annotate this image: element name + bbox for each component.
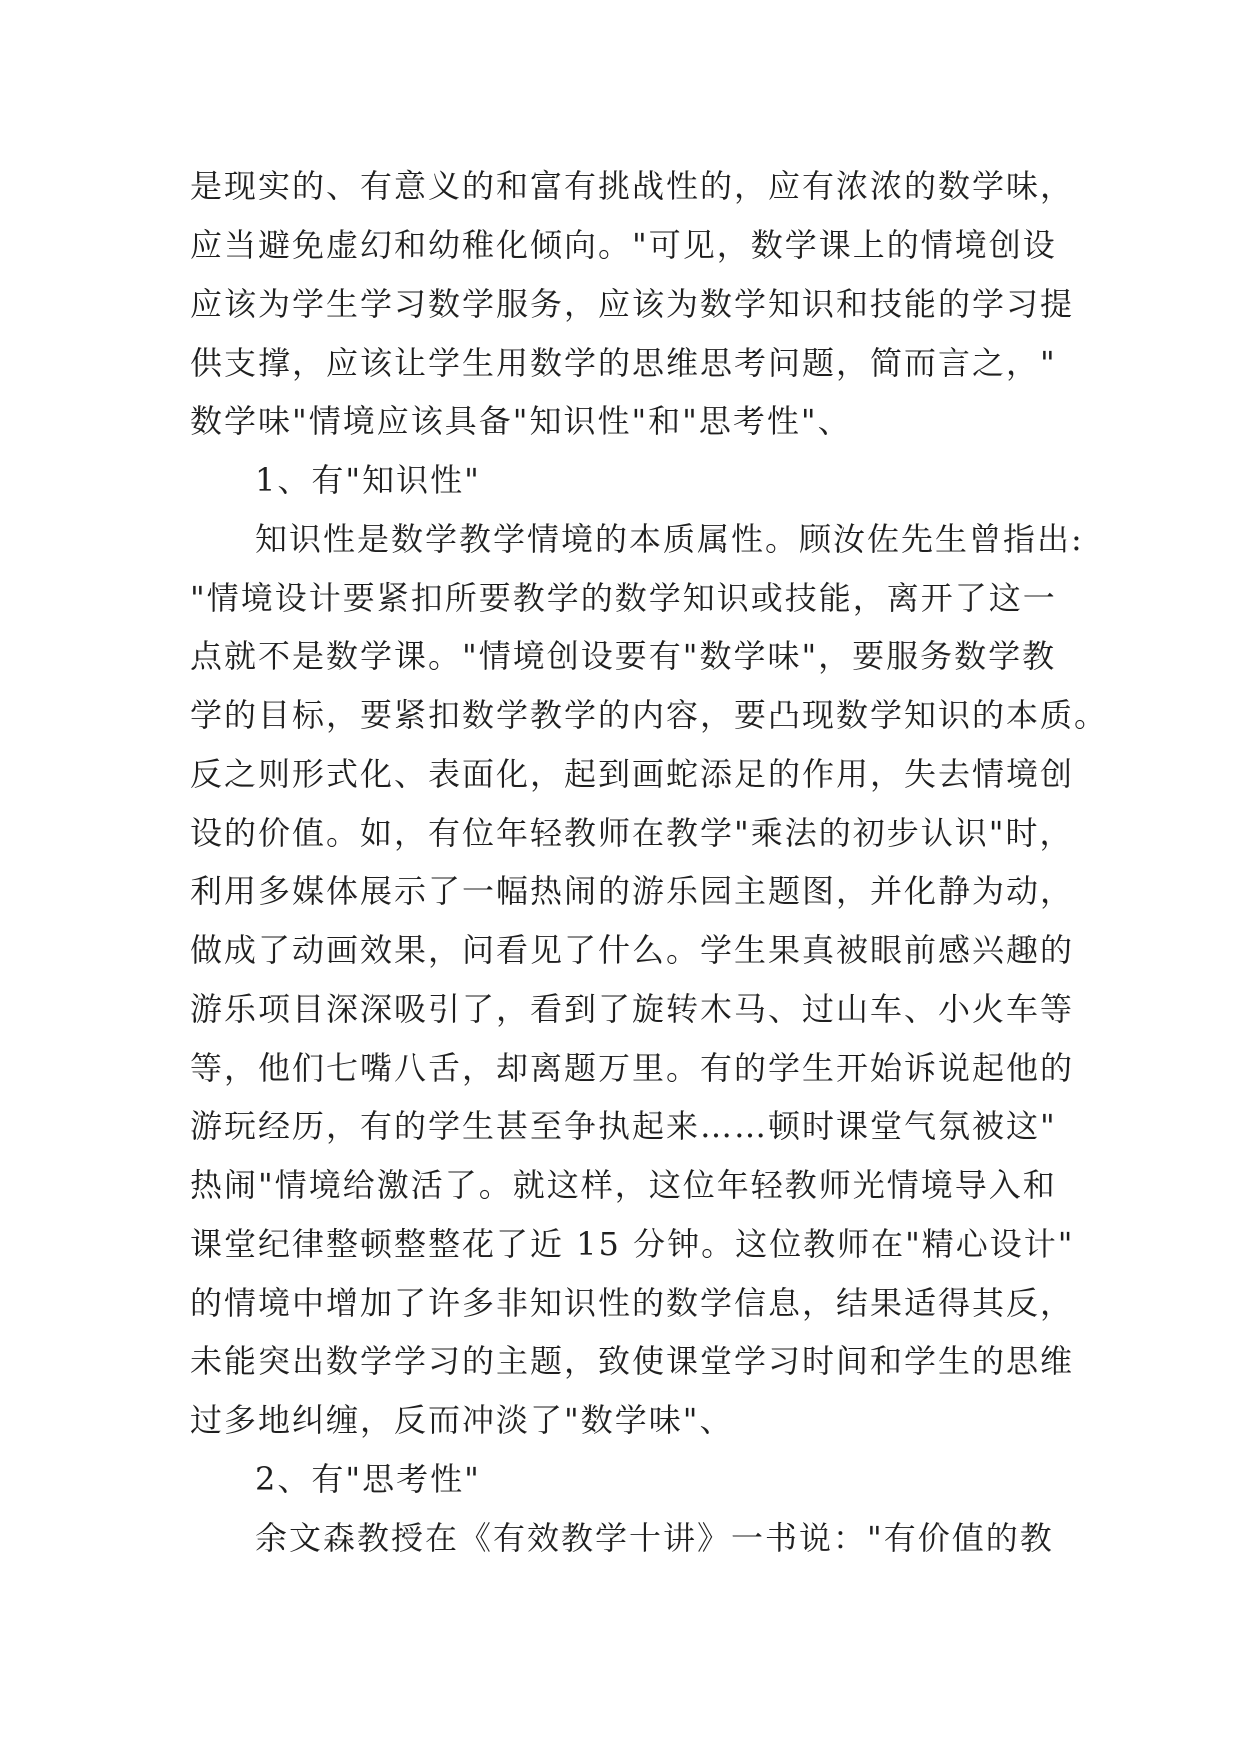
text-line: 点就不是数学课。"情境创设要有"数学味"，要服务数学教	[190, 637, 1057, 675]
text-line: 的情境中增加了许多非知识性的数学信息，结果适得其反，	[190, 1284, 1075, 1322]
paragraph-first-line: 知识性是数学教学情境的本质属性。顾汝佐先生曾指出:	[255, 520, 1084, 558]
section-heading: 1、有"知识性"	[255, 461, 481, 499]
text-line: 做成了动画效果，问看见了什么。学生果真被眼前感兴趣的	[190, 931, 1075, 969]
text-line: 是现实的、有意义的和富有挑战性的，应有浓浓的数学味，	[190, 167, 1075, 205]
text-line: 未能突出数学学习的主题，致使课堂学习时间和学生的思维	[190, 1342, 1075, 1380]
text-line: 过多地纠缠，反而冲淡了"数学味"、	[190, 1401, 734, 1439]
text-line: "情境设计要紧扣所要教学的数学知识或技能，离开了这一	[190, 579, 1057, 617]
text-line: 利用多媒体展示了一幅热闹的游乐园主题图，并化静为动，	[190, 872, 1075, 910]
text-line: 等，他们七嘴八舌，却离题万里。有的学生开始诉说起他的	[190, 1049, 1075, 1087]
text-line: 供支撑，应该让学生用数学的思维思考问题，简而言之，"	[190, 344, 1057, 382]
text-line: 热闹"情境给激活了。就这样，这位年轻教师光情境导入和	[190, 1166, 1057, 1204]
text-line: 数学味"情境应该具备"知识性"和"思考性"、	[190, 402, 852, 440]
paragraph-first-line: 余文森教授在《有效教学十讲》一书说："有价值的教	[255, 1519, 1054, 1557]
text-line: 应当避免虚幻和幼稚化倾向。"可见，数学课上的情境创设	[190, 226, 1057, 264]
text-line: 游乐项目深深吸引了，看到了旋转木马、过山车、小火车等	[190, 990, 1075, 1028]
section-heading: 2、有"思考性"	[255, 1460, 481, 1498]
text-line: 学的目标，要紧扣数学教学的内容，要凸现数学知识的本质。	[190, 696, 1109, 734]
text-line: 反之则形式化、表面化，起到画蛇添足的作用，失去情境创	[190, 755, 1075, 793]
text-line: 游玩经历，有的学生甚至争执起来……顿时课堂气氛被这"	[190, 1107, 1057, 1145]
text-line: 应该为学生学习数学服务，应该为数学知识和技能的学习提	[190, 285, 1075, 323]
text-line: 课堂纪律整顿整整花了近 15 分钟。这位教师在"精心设计"	[190, 1225, 1075, 1263]
text-line: 设的价值。如，有位年轻教师在教学"乘法的初步认识"时，	[190, 814, 1074, 852]
